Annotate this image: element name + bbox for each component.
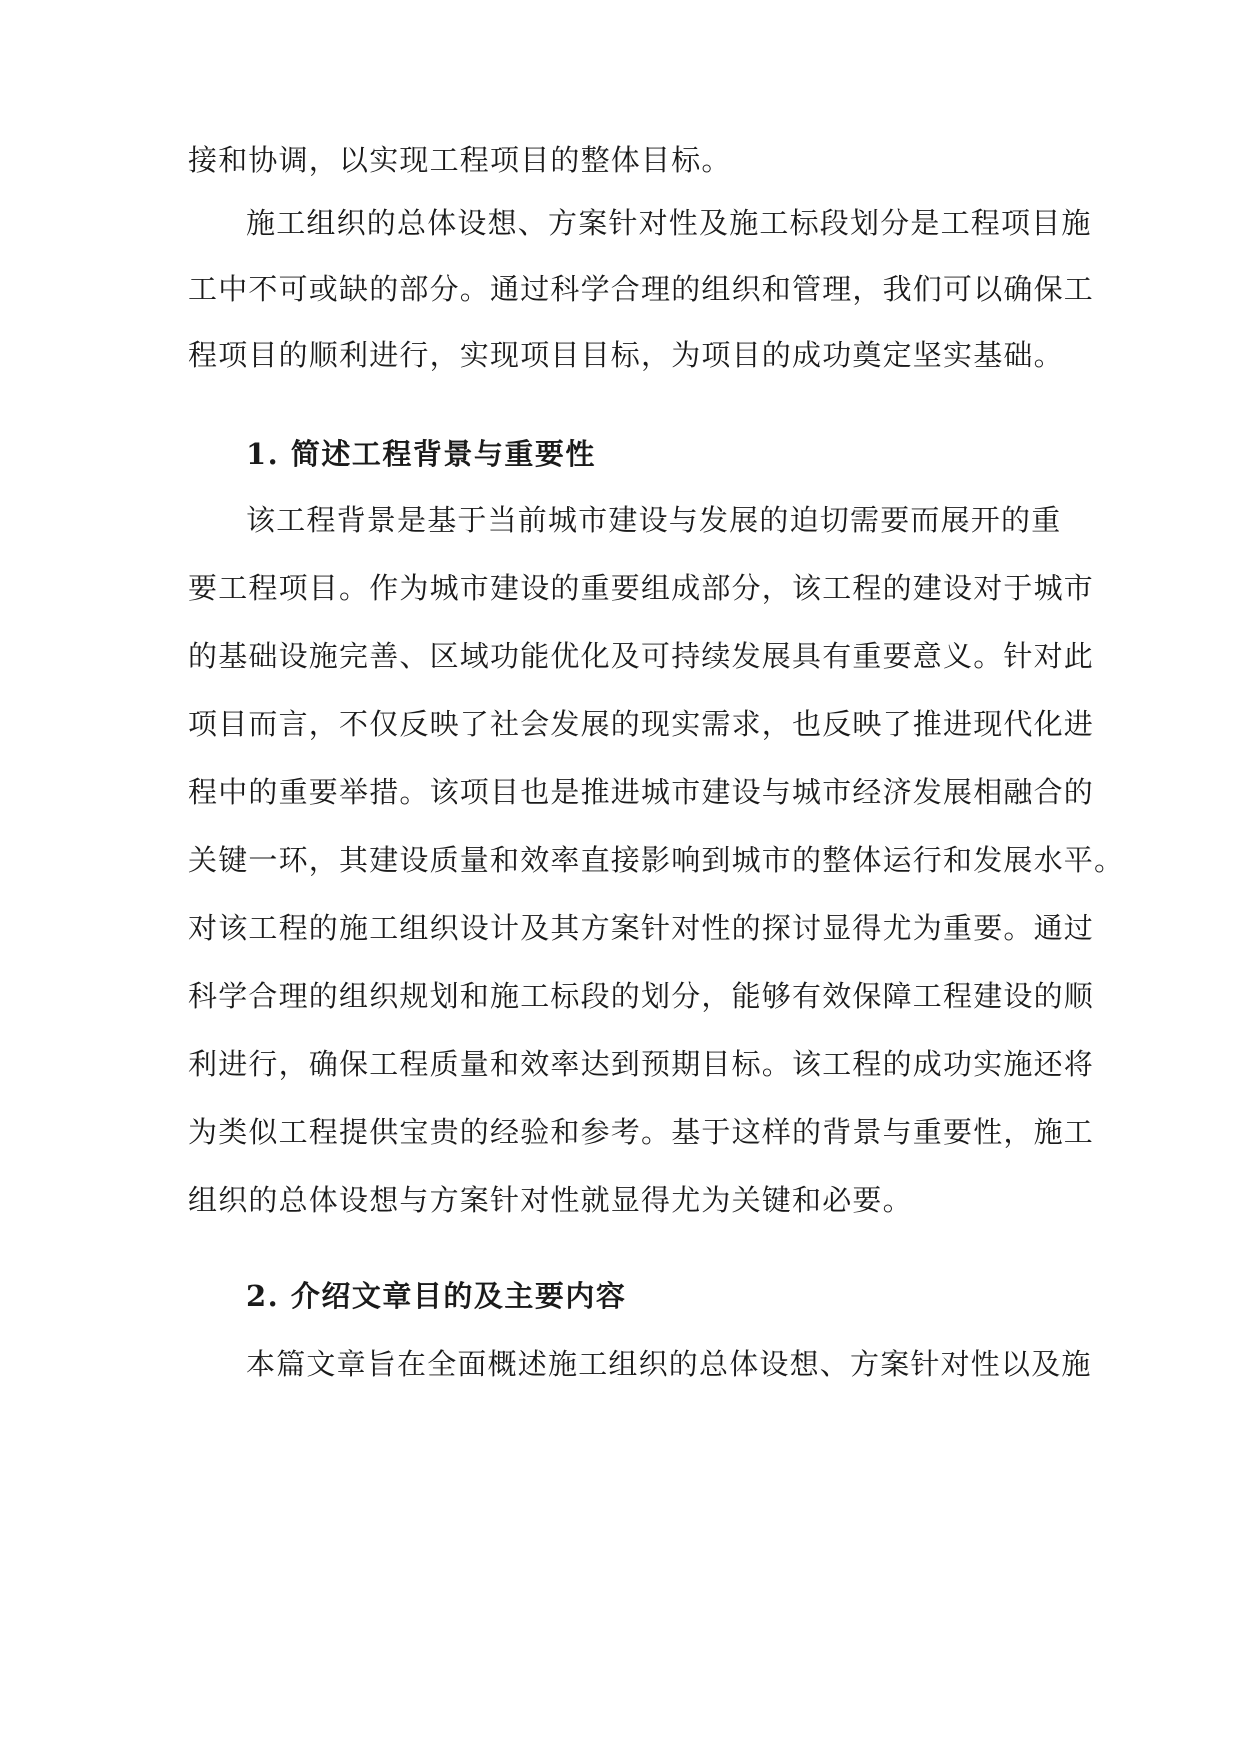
body-line: 程项目的顺利进行，实现项目目标，为项目的成功奠定坚实基础。: [188, 338, 1064, 372]
section-heading: 1. 简述工程背景与重要性: [246, 437, 596, 471]
body-line: 的基础设施完善、区域功能优化及可持续发展具有重要意义。针对此: [188, 639, 1095, 673]
body-line: 本篇文章旨在全面概述施工组织的总体设想、方案针对性以及施: [246, 1347, 1092, 1381]
body-line: 利进行，确保工程质量和效率达到预期目标。该工程的成功实施还将: [188, 1047, 1095, 1081]
body-line: 为类似工程提供宝贵的经验和参考。基于这样的背景与重要性，施工: [188, 1115, 1095, 1149]
body-line: 项目而言，不仅反映了社会发展的现实需求，也反映了推进现代化进: [188, 707, 1095, 741]
body-line: 对该工程的施工组织设计及其方案针对性的探讨显得尤为重要。通过: [188, 911, 1095, 945]
body-line: 要工程项目。作为城市建设的重要组成部分，该工程的建设对于城市: [188, 571, 1095, 605]
body-line: 程中的重要举措。该项目也是推进城市建设与城市经济发展相融合的: [188, 775, 1095, 809]
body-line: 关键一环，其建设质量和效率直接影响到城市的整体运行和发展水平。: [188, 843, 1125, 877]
section-heading: 2. 介绍文章目的及主要内容: [246, 1279, 627, 1313]
body-line: 该工程背景是基于当前城市建设与发展的迫切需要而展开的重: [246, 503, 1062, 537]
body-line: 组织的总体设想与方案针对性就显得尤为关键和必要。: [188, 1183, 913, 1217]
body-line: 工中不可或缺的部分。通过科学合理的组织和管理，我们可以确保工: [188, 272, 1095, 306]
body-line: 科学合理的组织规划和施工标段的划分，能够有效保障工程建设的顺: [188, 979, 1095, 1013]
body-line: 接和协调，以实现工程项目的整体目标。: [188, 143, 732, 177]
body-line: 施工组织的总体设想、方案针对性及施工标段划分是工程项目施: [246, 206, 1092, 240]
